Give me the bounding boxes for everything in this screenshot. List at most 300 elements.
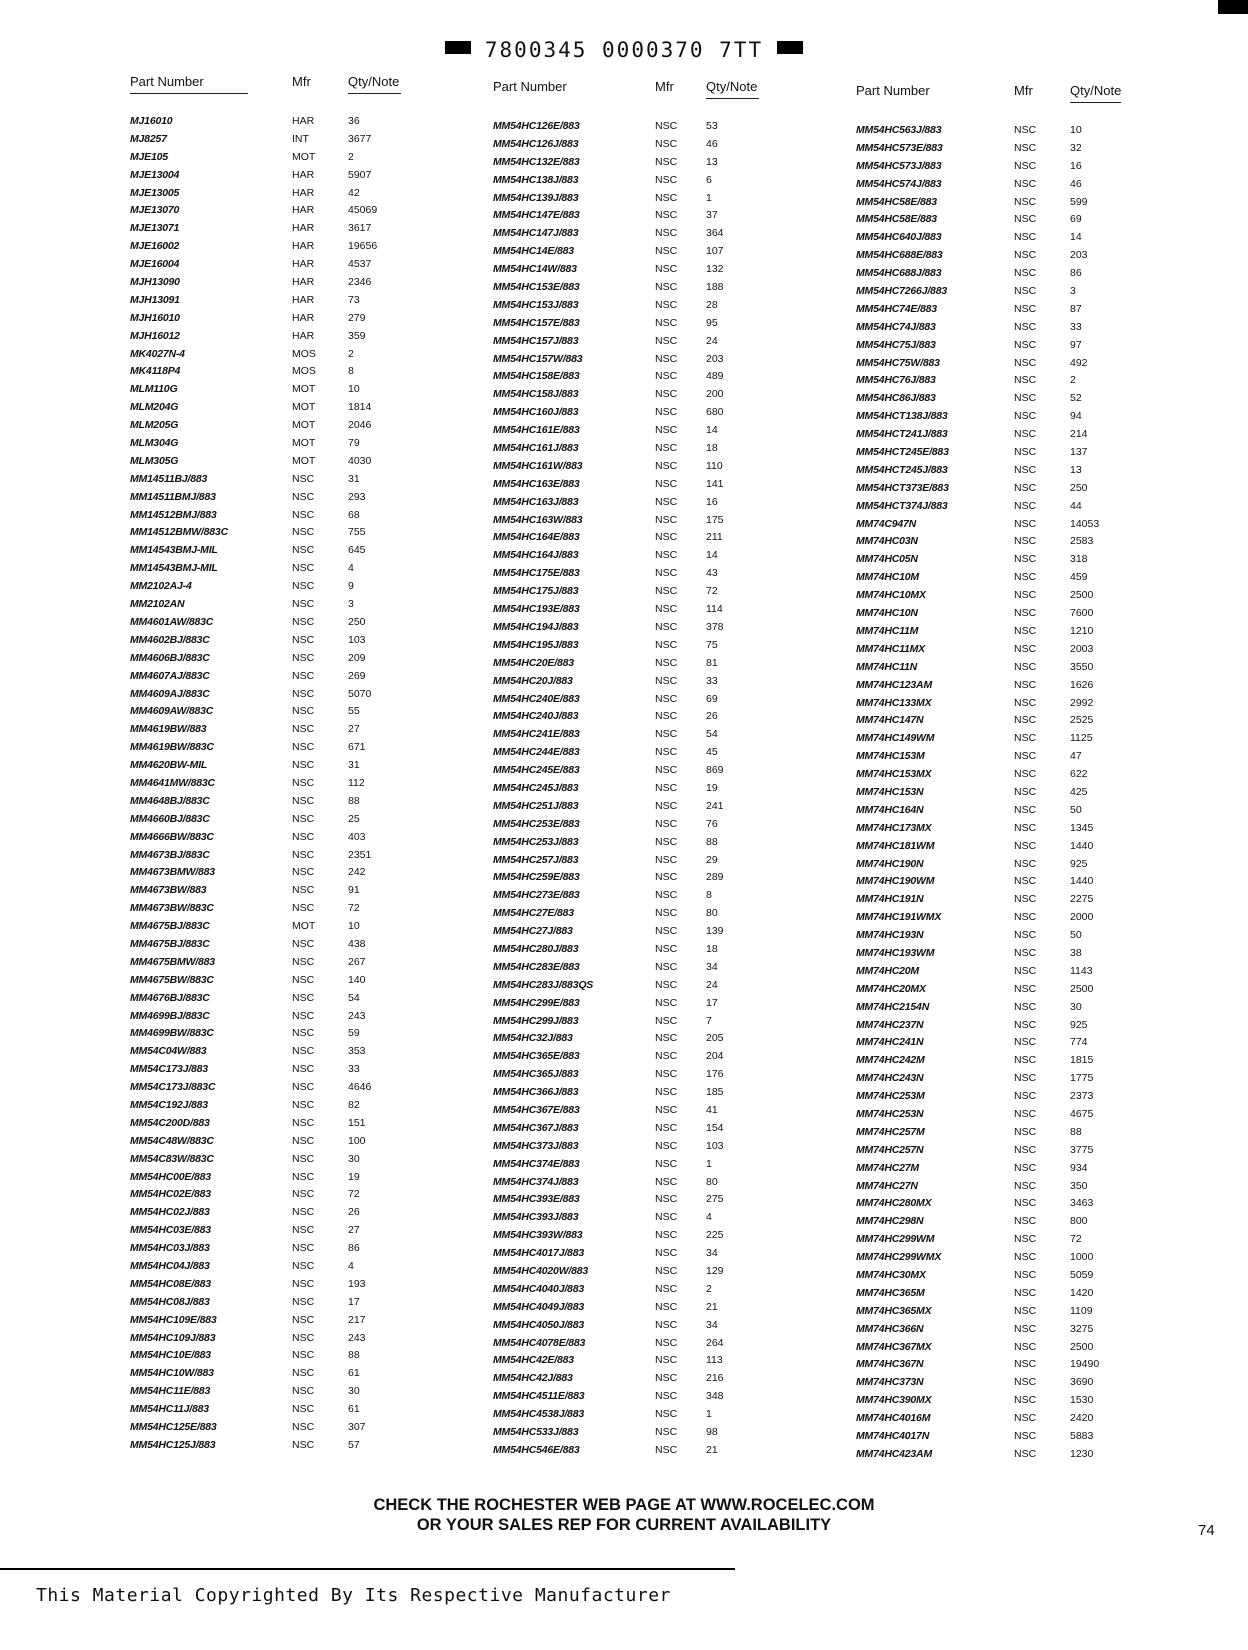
qty-note: 98 (706, 1426, 718, 1439)
manufacturer: NSC (1014, 1000, 1037, 1013)
part-number: MM14543BMJ-MIL (130, 562, 218, 575)
manufacturer: NSC (292, 1403, 315, 1416)
part-number: MM74HC423AM (856, 1447, 932, 1460)
manufacturer: NSC (1014, 750, 1037, 763)
qty-note: 8 (348, 365, 354, 378)
qty-note: 13 (706, 155, 718, 168)
qty-note: 925 (1070, 1018, 1088, 1031)
bottom-rule (0, 1568, 735, 1570)
part-number: MM54HC365E/883 (493, 1050, 580, 1063)
manufacturer: NSC (1014, 607, 1037, 620)
manufacturer: NSC (292, 669, 315, 682)
qty-note: 671 (348, 741, 366, 754)
part-number: MM74HC191N (856, 893, 924, 906)
manufacturer: NSC (655, 1336, 678, 1349)
manufacturer: NSC (1014, 911, 1037, 924)
qty-note: 30 (348, 1152, 360, 1165)
qty-note: 17 (706, 996, 718, 1009)
part-number: MM54HC153E/883 (493, 281, 580, 294)
part-number: MM54HCT241J/883 (856, 428, 948, 441)
part-number: MM74HC2154N (856, 1000, 930, 1013)
qty-note: 3617 (348, 222, 372, 235)
qty-note: 800 (1070, 1215, 1088, 1228)
qty-note: 2275 (1070, 893, 1094, 906)
manufacturer: NSC (292, 991, 315, 1004)
part-number: MM54HC7266J/883 (856, 285, 947, 298)
manufacturer: NSC (292, 615, 315, 628)
manufacturer: NSC (292, 1152, 315, 1165)
qty-note: 10 (348, 920, 360, 933)
manufacturer: NSC (1014, 481, 1037, 494)
qty-note: 5070 (348, 687, 372, 700)
qty-note: 1626 (1070, 678, 1094, 691)
manufacturer: NSC (655, 1103, 678, 1116)
header-underline (706, 98, 759, 99)
part-number: MM74HC03N (856, 535, 918, 548)
qty-note: 9 (348, 580, 354, 593)
qty-note: 34 (706, 1247, 718, 1260)
qty-note: 69 (706, 692, 718, 705)
manufacturer: NSC (655, 137, 678, 150)
manufacturer: NSC (655, 1300, 678, 1313)
qty-note: 13 (1070, 463, 1082, 476)
part-number: MJE13070 (130, 204, 180, 217)
part-number: MLM305G (130, 454, 179, 467)
manufacturer: HAR (292, 258, 315, 271)
part-number: MM74HC257N (856, 1143, 924, 1156)
manufacturer: NSC (292, 759, 315, 772)
part-number: MM4675BJ/883C (130, 937, 210, 950)
part-number: MM54HC4078E/883 (493, 1336, 586, 1349)
qty-note: 68 (348, 508, 360, 521)
manufacturer: NSC (292, 1313, 315, 1326)
qty-note: 7600 (1070, 607, 1094, 620)
manufacturer: NSC (1014, 374, 1037, 387)
manufacturer: MOT (292, 920, 316, 933)
manufacturer: HAR (292, 240, 315, 253)
qty-note: 250 (1070, 481, 1088, 494)
part-number: MM54HC299J/883 (493, 1014, 579, 1027)
qty-note: 2500 (1070, 982, 1094, 995)
qty-note: 25 (348, 812, 360, 825)
header-underline (1070, 102, 1121, 103)
manufacturer: NSC (655, 173, 678, 186)
manufacturer: NSC (655, 316, 678, 329)
part-number: MM74HC367MX (856, 1340, 932, 1353)
part-number: MM74HC11MX (856, 642, 925, 655)
manufacturer: NSC (1014, 1286, 1037, 1299)
part-number: MM54HC27E/883 (493, 907, 574, 920)
part-number: MM54HC245J/883 (493, 781, 579, 794)
manufacturer: NSC (1014, 392, 1037, 405)
qty-note: 52 (1070, 392, 1082, 405)
qty-note: 26 (348, 1206, 360, 1219)
qty-note: 29 (706, 853, 718, 866)
manufacturer: NSC (292, 1188, 315, 1201)
manufacturer: NSC (1014, 732, 1037, 745)
manufacturer: NSC (655, 281, 678, 294)
manufacturer: NSC (292, 508, 315, 521)
part-number: MJH16010 (130, 311, 180, 324)
qty-note: 72 (348, 902, 360, 915)
part-number: MM54HC161J/883 (493, 442, 579, 455)
mfr-header: Mfr (655, 79, 674, 94)
manufacturer: NSC (1014, 1036, 1037, 1049)
qty-note: 267 (348, 955, 366, 968)
qty-note: 2046 (348, 419, 372, 432)
part-number: MM54HC02J/883 (130, 1206, 210, 1219)
part-number: MM54HC393J/883 (493, 1211, 579, 1224)
qty-note: 54 (706, 728, 718, 741)
qty-note: 459 (1070, 571, 1088, 584)
part-number: MM54HC08E/883 (130, 1277, 211, 1290)
qty-note: 3275 (1070, 1322, 1094, 1335)
manufacturer: NSC (1014, 535, 1037, 548)
manufacturer: NSC (655, 298, 678, 311)
manufacturer: NSC (1014, 499, 1037, 512)
part-number: MM74HC257M (856, 1125, 925, 1138)
part-number: MM74HC191WMX (856, 911, 942, 924)
qty-note: 7 (706, 1014, 712, 1027)
part-number: MM54HC245E/883 (493, 764, 580, 777)
availability-note (0, 1495, 1248, 1535)
part-number: MM4673BW/883C (130, 902, 214, 915)
qty-note: 47 (1070, 750, 1082, 763)
part-number: MM54HC4040J/883 (493, 1282, 584, 1295)
qty-note: 103 (706, 1139, 724, 1152)
qty-note: 225 (706, 1229, 724, 1242)
manufacturer: NSC (655, 513, 678, 526)
qty-note: 53 (706, 120, 718, 132)
mfr-header: Mfr (292, 74, 311, 89)
manufacturer: NSC (655, 925, 678, 938)
part-number: MJH16012 (130, 329, 180, 342)
qty-note: 3775 (1070, 1143, 1094, 1156)
qty-note: 200 (706, 388, 724, 401)
qty-note: 264 (706, 1336, 724, 1349)
qty-note: 6 (706, 173, 712, 186)
manufacturer: NSC (1014, 1340, 1037, 1353)
manufacturer: NSC (655, 567, 678, 580)
part-number: MM74HC147N (856, 714, 924, 727)
qty-note: 88 (706, 835, 718, 848)
manufacturer: NSC (655, 674, 678, 687)
manufacturer: NSC (1014, 1447, 1037, 1460)
part-number: MLM304G (130, 437, 179, 450)
manufacturer: NSC (1014, 1072, 1037, 1085)
qty-note: 1 (706, 191, 712, 204)
manufacturer: NSC (655, 495, 678, 508)
qty-note: 24 (706, 978, 718, 991)
manufacturer: NSC (655, 370, 678, 383)
manufacturer: NSC (1014, 589, 1037, 602)
manufacturer: NSC (292, 973, 315, 986)
qty-note: 269 (348, 669, 366, 682)
manufacturer: NSC (655, 1068, 678, 1081)
manufacturer: NSC (292, 562, 315, 575)
manufacturer: NSC (292, 902, 315, 915)
qty-note: 1125 (1070, 732, 1093, 745)
part-number: MM74HC299WM (856, 1233, 935, 1246)
qty-note: 86 (1070, 267, 1082, 280)
part-number: MM4607AJ/883C (130, 669, 210, 682)
part-number: MM74HC164N (856, 803, 924, 816)
part-number: MM54HC138J/883 (493, 173, 579, 186)
part-number: MM54HC374E/883 (493, 1157, 580, 1170)
part-number: MM54HC193E/883 (493, 603, 580, 616)
qty-note: 107 (706, 245, 724, 258)
qty-note: 1530 (1070, 1394, 1094, 1407)
qty-note: 755 (348, 526, 366, 539)
part-number: MM54HC688E/883 (856, 249, 943, 262)
qty-note: 21 (706, 1443, 718, 1456)
part-number: MM74HC153N (856, 785, 924, 798)
qty-note: 2583 (1070, 535, 1094, 548)
manufacturer: NSC (655, 1318, 678, 1331)
manufacturer: NSC (292, 830, 315, 843)
qty-note: 203 (706, 352, 724, 365)
part-number: MM54HC161W/883 (493, 459, 583, 472)
part-number: MM4675BW/883C (130, 973, 214, 986)
part-number: MM54HC688J/883 (856, 267, 942, 280)
qty-note: 203 (1070, 249, 1088, 262)
part-number: MM54HC563J/883 (856, 124, 942, 136)
manufacturer: NSC (1014, 964, 1037, 977)
qty-note: 55 (348, 705, 360, 718)
qty-note: 8 (706, 889, 712, 902)
part-number: MM54HC283J/883QS (493, 978, 594, 991)
qty-note: 5883 (1070, 1430, 1094, 1443)
part-number: MM54HC257J/883 (493, 853, 579, 866)
manufacturer: NSC (1014, 410, 1037, 423)
manufacturer: NSC (655, 871, 678, 884)
part-number: MM54HC175J/883 (493, 585, 579, 598)
manufacturer: NSC (655, 1175, 678, 1188)
part-number: MM4673BMW/883 (130, 866, 215, 879)
manufacturer: MOT (292, 401, 316, 414)
part-number: MM4673BW/883 (130, 884, 207, 897)
part-number: MM54HC573E/883 (856, 141, 943, 154)
part-number: MM4673BJ/883C (130, 848, 210, 861)
part-number: MM74HC365M (856, 1286, 925, 1299)
qty-note: 34 (706, 1318, 718, 1331)
part-number: MM74HC193WM (856, 946, 935, 959)
manufacturer: NSC (1014, 946, 1037, 959)
part-number: MM4666BW/883C (130, 830, 214, 843)
part-number: MM74HC27N (856, 1179, 918, 1192)
qty-note: 2003 (1070, 642, 1094, 655)
part-number: MM54HC147J/883 (493, 227, 579, 240)
part-number: MM4620BW-MIL (130, 759, 208, 772)
qty-note: 205 (706, 1032, 724, 1045)
part-number: MM4609AJ/883C (130, 687, 210, 700)
qty-note: 27 (348, 1224, 360, 1237)
manufacturer: NSC (655, 155, 678, 168)
header-underline (348, 93, 401, 94)
qty-note: 129 (706, 1265, 724, 1277)
manufacturer: NSC (655, 1193, 678, 1206)
part-number: MM54HC160J/883 (493, 406, 579, 419)
manufacturer: NSC (292, 1367, 315, 1380)
manufacturer: NSC (1014, 929, 1037, 942)
manufacturer: NSC (655, 799, 678, 812)
qty-note: 45069 (348, 204, 378, 217)
manufacturer: HAR (292, 293, 315, 306)
part-number: MM4601AW/883C (130, 615, 214, 628)
part-number: MM54HC20J/883 (493, 674, 573, 687)
part-number: MM54HC4511E/883 (493, 1390, 585, 1403)
part-number: MM54C173J/883C (130, 1081, 216, 1094)
part-number: MJ16010 (130, 115, 173, 127)
qty-note: 1109 (1070, 1304, 1093, 1317)
qty-note: 10 (348, 383, 360, 396)
manufacturer: NSC (1014, 1394, 1037, 1407)
part-number: MM54HC163E/883 (493, 477, 580, 490)
qty-note: 86 (348, 1242, 360, 1255)
manufacturer: INT (292, 132, 309, 145)
part-number: MM74HC366N (856, 1322, 924, 1335)
manufacturer: NSC (1014, 356, 1037, 369)
manufacturer: NSC (655, 638, 678, 651)
qty-note: 113 (706, 1354, 723, 1367)
qty-note: 176 (706, 1068, 724, 1081)
manufacturer: NSC (292, 1421, 315, 1434)
qty-note: 241 (706, 799, 724, 812)
part-number: MM54HC4020W/883 (493, 1265, 589, 1277)
qty-note: 185 (706, 1086, 724, 1099)
qty-note: 1 (706, 1408, 712, 1421)
qty-note: 2 (348, 347, 354, 360)
manufacturer: NSC (655, 781, 678, 794)
qty-note: 91 (348, 884, 360, 897)
document-code: 7800345 0000370 7TT (484, 38, 764, 62)
manufacturer: NSC (1014, 177, 1037, 190)
manufacturer: NSC (292, 1116, 315, 1129)
part-number: MLM110G (130, 383, 178, 396)
qty-note: 103 (348, 633, 366, 646)
manufacturer: NSC (1014, 1376, 1037, 1389)
part-number: MJE16002 (130, 240, 180, 253)
qty-note: 1143 (1070, 964, 1093, 977)
qty-note: 869 (706, 764, 724, 777)
manufacturer: NSC (655, 1211, 678, 1224)
qty-note: 193 (348, 1277, 366, 1290)
qty-note: 69 (1070, 213, 1082, 226)
qty-note: 250 (348, 615, 366, 628)
manufacturer: NSC (1014, 1197, 1037, 1210)
qty-note: 154 (706, 1121, 724, 1134)
qty-note: 279 (348, 311, 366, 324)
qty-note: 19 (348, 1170, 360, 1183)
manufacturer: NSC (292, 1260, 315, 1272)
qty-note: 289 (706, 871, 724, 884)
qty-note: 132 (706, 263, 724, 276)
qty-note: 112 (348, 776, 365, 789)
qty-note: 72 (706, 585, 718, 598)
part-number: MM74HC20M (856, 964, 919, 977)
manufacturer: NSC (1014, 803, 1037, 816)
part-number: MM54HC164J/883 (493, 549, 579, 562)
qty-note: 318 (1070, 553, 1088, 566)
qty-note: 2351 (348, 848, 372, 861)
qty-note: 45 (706, 746, 718, 759)
manufacturer: NSC (292, 1349, 315, 1362)
manufacturer: NSC (292, 1170, 315, 1183)
part-number: MM54HC00E/883 (130, 1170, 211, 1183)
part-number: MM14512BMW/883C (130, 526, 228, 539)
part-number: MM54HC366J/883 (493, 1086, 579, 1099)
manufacturer: NSC (655, 1157, 678, 1170)
qty-note: 4 (706, 1211, 712, 1224)
qty-note: 680 (706, 406, 724, 419)
manufacturer: NSC (655, 191, 678, 204)
qty-note: 2500 (1070, 1340, 1094, 1353)
part-number: MM54HC10E/883 (130, 1349, 211, 1362)
qty-note: 88 (348, 794, 360, 807)
part-number: MM54HC273E/883 (493, 889, 580, 902)
manufacturer: NSC (655, 728, 678, 741)
part-number: MM74HC253M (856, 1090, 925, 1103)
manufacturer: NSC (655, 1050, 678, 1063)
manufacturer: NSC (292, 1027, 315, 1040)
manufacturer: NSC (655, 585, 678, 598)
part-number: MM54HC20E/883 (493, 656, 574, 669)
manufacturer: NSC (655, 1372, 678, 1385)
part-number: MM4699BJ/883C (130, 1009, 210, 1022)
part-number: MM74HC373N (856, 1376, 924, 1389)
qty-note: 24 (706, 334, 718, 347)
part-number: MM74HC30MX (856, 1269, 926, 1281)
manufacturer: NSC (655, 1408, 678, 1421)
qty-note: 1815 (1070, 1054, 1094, 1067)
qty-note: 36 (348, 115, 360, 127)
manufacturer: HAR (292, 115, 315, 127)
manufacturer: NSC (655, 656, 678, 669)
manufacturer: NSC (655, 1229, 678, 1242)
qty-note: 34 (706, 960, 718, 973)
part-number: MM74HC241N (856, 1036, 924, 1049)
qty-note: 59 (348, 1027, 360, 1040)
qty-note: 44 (1070, 499, 1082, 512)
part-number: MM74HC153MX (856, 768, 932, 781)
part-number: MM74HC20MX (856, 982, 926, 995)
part-number: MLM204G (130, 401, 179, 414)
manufacturer: NSC (1014, 785, 1037, 798)
qty-note: 350 (1070, 1179, 1088, 1192)
part-number: MM54HC02E/883 (130, 1188, 211, 1201)
manufacturer: NSC (1014, 1430, 1037, 1443)
part-number: MM54HC109J/883 (130, 1331, 216, 1344)
manufacturer: NSC (1014, 338, 1037, 351)
manufacturer: NSC (1014, 1161, 1037, 1174)
qty-note: 2000 (1070, 911, 1094, 924)
part-number: MM54HC158E/883 (493, 370, 580, 383)
part-number: MM54HC164E/883 (493, 531, 580, 544)
qty-note: 2346 (348, 276, 372, 289)
manufacturer: NSC (1014, 839, 1037, 852)
qty-note: 10 (1070, 124, 1082, 136)
part-number: MM4675BJ/883C (130, 920, 210, 933)
availability-note-line-1: CHECK THE ROCHESTER WEB PAGE AT WWW.ROCELEC.COM (373, 1496, 875, 1514)
manufacturer: NSC (1014, 320, 1037, 333)
manufacturer: NSC (1014, 285, 1037, 298)
manufacturer: NSC (1014, 159, 1037, 172)
part-number: MM54HC163W/883 (493, 513, 583, 526)
manufacturer: NSC (655, 978, 678, 991)
manufacturer: NSC (1014, 1125, 1037, 1138)
part-number: MM74HC123AM (856, 678, 932, 691)
manufacturer: NSC (1014, 1251, 1037, 1264)
